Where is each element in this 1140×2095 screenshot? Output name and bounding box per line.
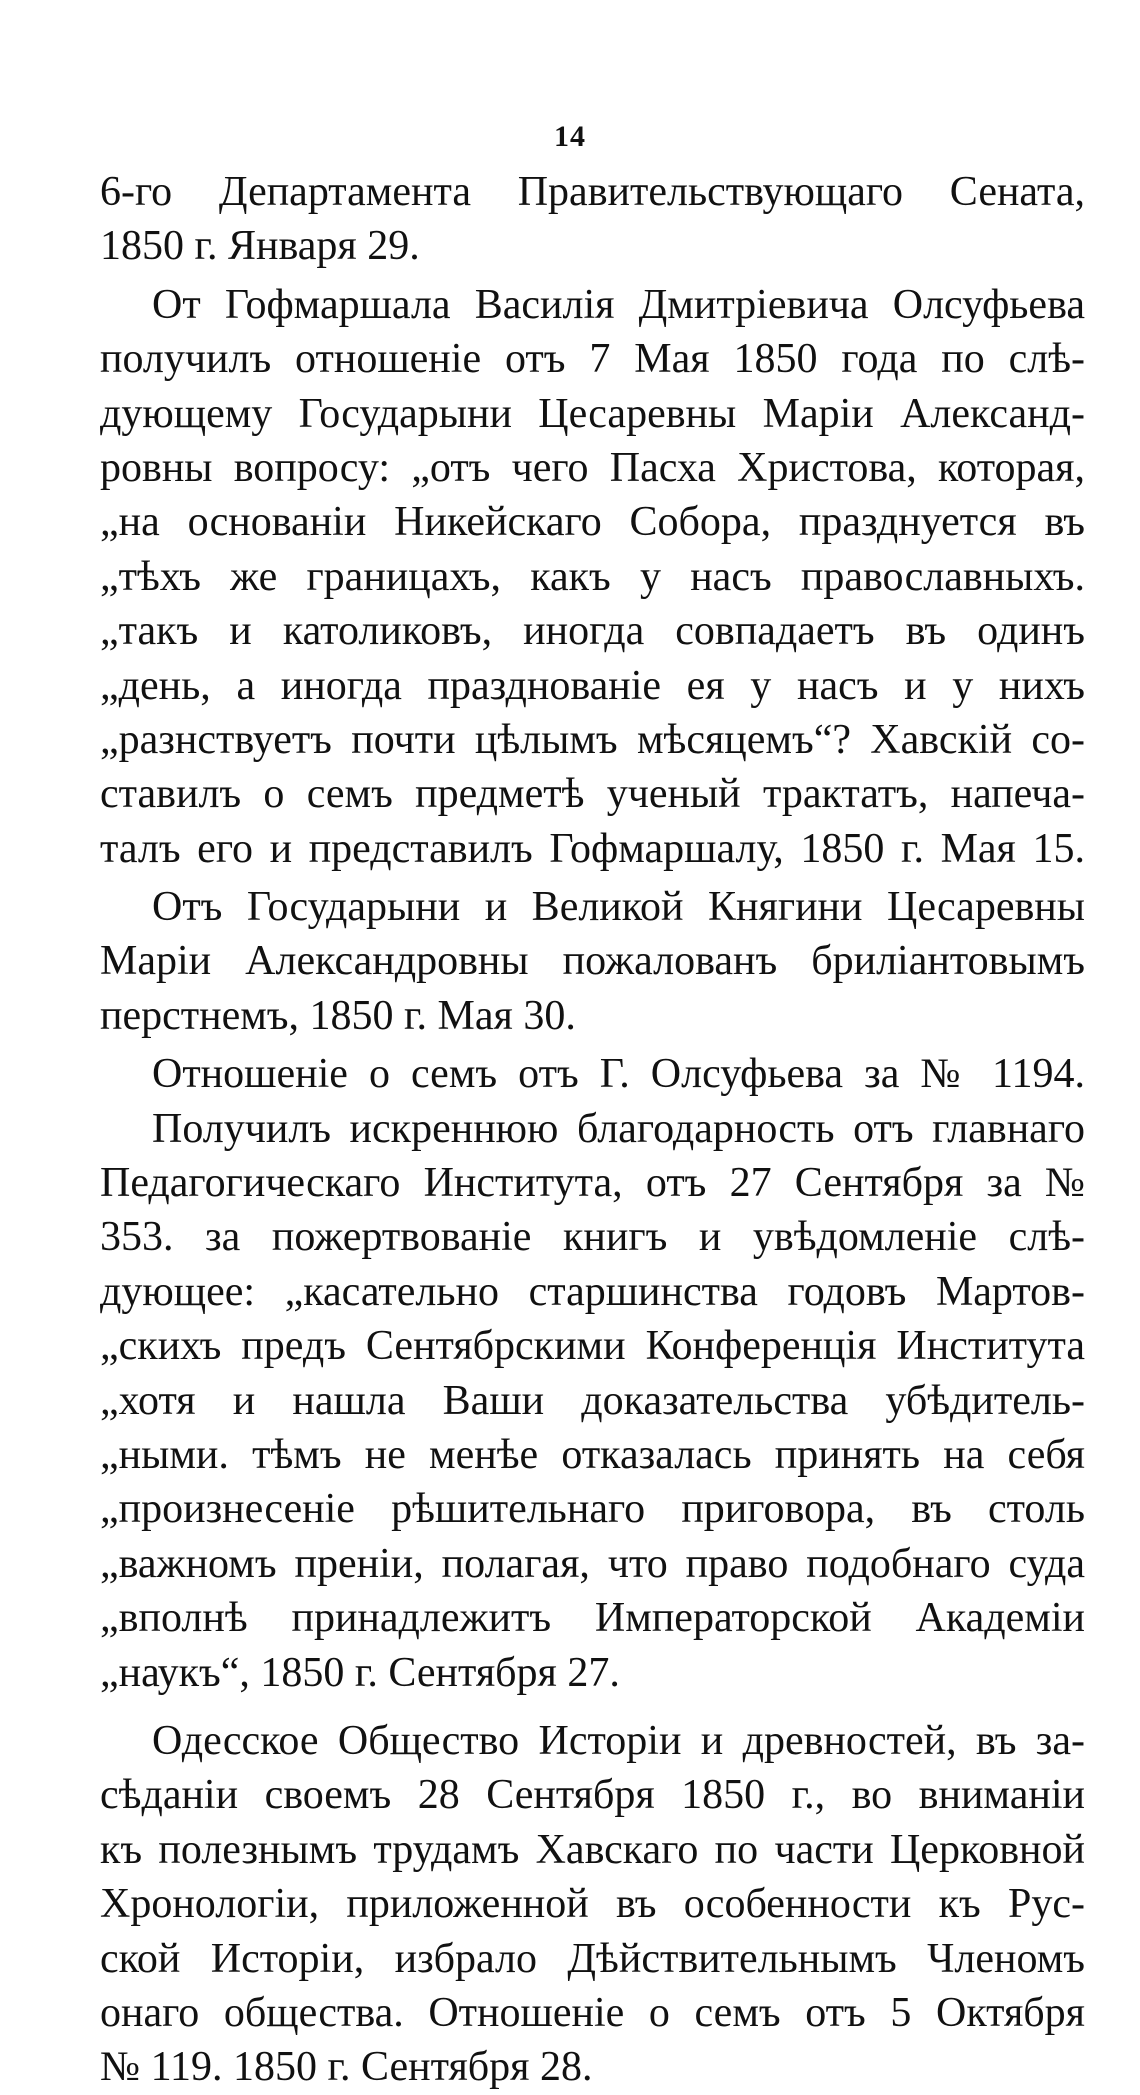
text-line: № 119. 1850 г. Сентября 28.	[100, 2044, 593, 2091]
text-line: ровны вопросу: „отъ чего Пасха Христова, которая,	[100, 444, 1085, 491]
text-line: Получилъ искреннюю благодарность отъ главнаго	[152, 1105, 1085, 1152]
text-line: онаго общества. Отношеніе о семъ отъ 5 Октября	[100, 1989, 1085, 2036]
text-line: Маріи Александровны пожалованъ бриліантовымъ	[100, 938, 1085, 985]
text-line: сѣданіи своемъ 28 Сентября 1850 г., во вниманіи	[100, 1772, 1085, 1819]
text-line: ставилъ о семъ предметѣ ученый трактатъ, напеча-	[100, 771, 1085, 818]
text-line: Хронологіи, приложенной въ особенности къ Рус-	[100, 1881, 1085, 1928]
text-line: „тѣхъ же границахъ, какъ у насъ православныхъ.	[100, 553, 1085, 600]
text-line: „произнесеніе рѣшительнаго приговора, въ столь	[100, 1486, 1085, 1533]
text-line: талъ его и представилъ Гофмаршалу, 1850 г. Мая 15.	[100, 825, 1085, 872]
text-line: „такъ и католиковъ, иногда совпадаетъ въ одинъ	[100, 608, 1085, 655]
text-line: „разнствуетъ почти цѣлымъ мѣсяцемъ“? Хавскій со-	[100, 716, 1085, 763]
document-body	[100, 165, 1085, 2095]
text-line: Отношеніе о семъ отъ Г. Олсуфьева за № 1194.	[152, 1051, 1085, 1098]
text-line: дующему Государыни Цесаревны Маріи Александ-	[100, 390, 1085, 437]
text-line: „вполнѣ принадлежитъ Императорской Академіи	[100, 1595, 1085, 1642]
text-line: получилъ отношеніе отъ 7 Мая 1850 года по слѣ-	[100, 336, 1085, 383]
text-line: „важномъ преніи, полагая, что право подобнаго суда	[100, 1540, 1085, 1587]
text-line: перстнемъ, 1850 г. Мая 30.	[100, 992, 576, 1039]
page-number: 14	[554, 120, 586, 153]
text-line: Одесское Общество Исторіи и древностей, въ за-	[152, 1717, 1085, 1764]
text-line: От Гофмаршала Василія Дмитріевича Олсуфьева	[152, 281, 1085, 328]
text-line: „скихъ предъ Сентябрскими Конференція Института	[100, 1323, 1085, 1370]
text-line: 1850 г. Января 29.	[100, 223, 420, 270]
text-line: 353. за пожертвованіе книгъ и увѣдомленіе слѣ-	[100, 1214, 1085, 1261]
text-line: къ полезнымъ трудамъ Хавскаго по части Церковной	[100, 1826, 1085, 1873]
text-line: „хотя и нашла Ваши доказательства убѣдитель-	[100, 1377, 1085, 1424]
text-line: „ными. тѣмъ не менѣе отказалась принять на себя	[100, 1431, 1085, 1478]
text-line: Педагогическаго Института, отъ 27 Сентября за №	[100, 1160, 1085, 1207]
text-line: Отъ Государыни и Великой Княгини Цесаревны	[152, 884, 1085, 931]
text-line: ской Исторіи, избрало Дѣйствительнымъ Членомъ	[100, 1935, 1085, 1982]
text-line: „на основаніи Никейскаго Собора, празднуется въ	[100, 499, 1085, 546]
text-line: „день, а иногда празднованіе ея у насъ и у нихъ	[100, 662, 1085, 709]
text-line: „наукъ“, 1850 г. Сентября 27.	[100, 1649, 620, 1696]
text-line: дующее: „касательно старшинства годовъ Мартов-	[100, 1268, 1085, 1315]
text-line: 6-го Департамента Правительствующаго Сената,	[100, 169, 1085, 215]
